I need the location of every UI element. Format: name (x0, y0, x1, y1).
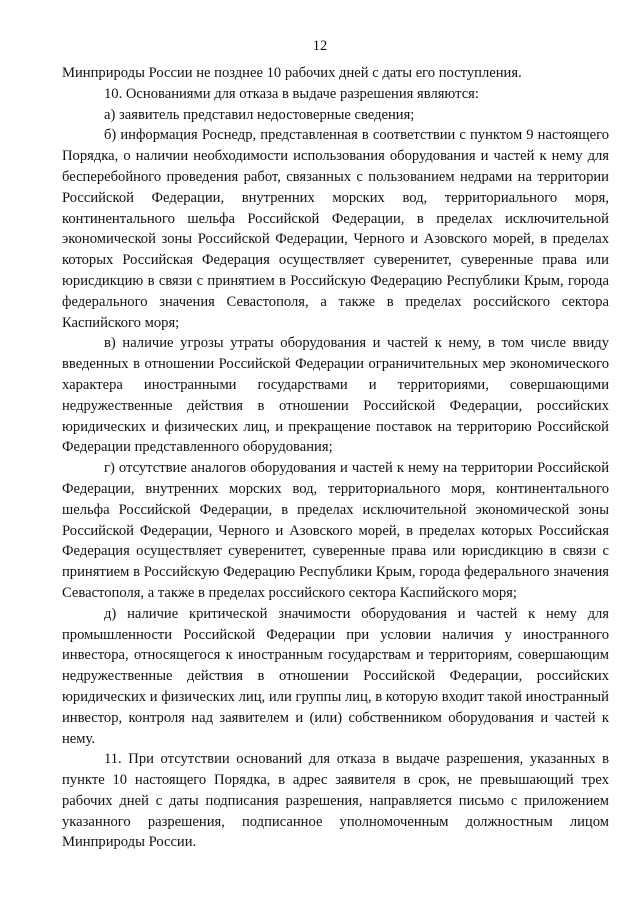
page-number: 12 (312, 38, 328, 54)
clause-10-heading: 10. Основаниями для отказа в выдаче разрешения являются: (104, 85, 479, 102)
clause-11: 11. При отсутствии оснований для отказа в выдаче разрешения, указанных в пункте 10 настоящего Порядка, в адрес заявителя в срок, не превышающий трех рабочих дней с даты подписания разрешения, направляется письмо с приложением указанного разрешения, подписанное уполномоченным должностным лицом Минприроды России. (62, 751, 609, 851)
clause-10-item-d: д) наличие критической значимости оборудования и частей к нему для промышленности Российской Федерации при условии наличия у иностранного инвестора, относящегося к иностранным государствам и территориям, совершающим недружественные действия в отношении Российской Федерации, российских юридических и физических лиц, или группы лиц, в которую входит такой иностранный инвестор, контроля над заявителем и (или) собственником оборудования и частей к нему. (62, 605, 609, 747)
clause-10-item-v: в) наличие угрозы утраты оборудования и частей к нему, в том числе ввиду введенных в отношении Российской Федерации ограничительных мер экономического характера иностранными государствами и территориями, совершающими недружественные действия в отношении Российской Федерации, российских юридических и физических лиц, и прекращение поставок на территорию Российской Федерации представленного оборудования; (62, 335, 609, 456)
paragraph-continuation: Минприроды России не позднее 10 рабочих дней с даты его поступления. (62, 65, 522, 81)
document-body (62, 63, 609, 853)
clause-10-item-g: г) отсутствие аналогов оборудования и частей к нему на территории Российской Федерации, внутренних морских вод, территориального моря, континентального шельфа Российской Федерации, в пределах исключительной экономической зоны Российской Федерации, Черного и Азовского морей, в пределах которых Российская Федерация осуществляет суверенитет, суверенные права или юрисдикцию в связи с принятием в Российскую Федерацию Республики Крым, города федерального значения Севастополя, а также в пределах российского сектора Каспийского моря; (62, 460, 609, 601)
clause-10-item-b: б) информация Роснедр, представленная в соответствии с пунктом 9 настоящего Порядка, о наличии необходимости использования оборудования и частей к нему для бесперебойного проведения работ, связанных с пользованием недрами на территории Российской Федерации, внутренних морских вод, территориального моря, континентального шельфа Российской Федерации, в пределах исключительной экономической зоны Российской Федерации, Черного и Азовского морей, в пределах которых Российская Федерация осуществляет суверенитет, суверенные права или юрисдикцию в связи с принятием в Российскую Федерацию Республики Крым, города федерального значения Севастополя, а также в пределах российского сектора Каспийского моря; (62, 127, 609, 331)
clause-10-item-a: а) заявитель представил недостоверные сведения; (104, 106, 415, 123)
